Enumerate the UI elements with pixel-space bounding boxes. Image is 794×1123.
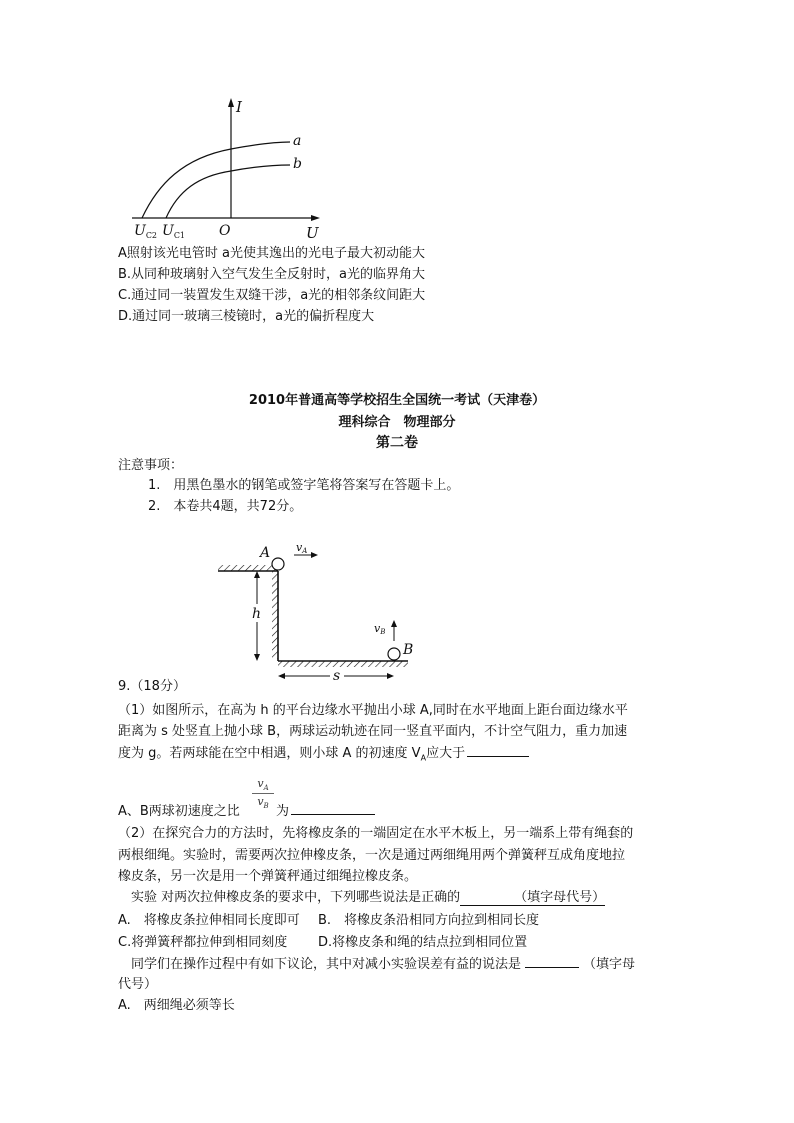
curve-label-a: a [293,133,302,149]
q9-p1-line3: 度为 g。若两球能在空中相遇，则小球 A 的初速度 $V_A$应大于 [118,742,529,769]
h-arrow-bottom [254,654,260,661]
q9-p2-line1: （2）在探究合力的方法时，先将橡皮条的一端固定在水平木板上，另一端系上带有绳套的 [118,826,634,841]
h-arrow-top [254,571,260,578]
q9-p2-line2: 两根细绳。实验时，需要两次拉伸橡皮条，一次是通过两细绳用两个弹簧秤互成角度地拉 [118,848,626,863]
exam-subtitle: 理科综合 物理部分 [338,415,456,430]
answer-blank-va[interactable] [467,742,529,757]
answer-blank-discussion[interactable] [525,953,579,968]
va-arrowhead [311,552,318,558]
discussion-line1: 同学们在操作过程中有如下议论，其中对减小实验误差有益的说法是 （填字母 [118,953,635,975]
exp-option-b: B. 将橡皮条沿相同方向拉到相同长度 [318,913,540,928]
wall-hatch [272,571,278,659]
ratio-fraction [250,777,276,810]
axis-label-u: U [306,224,319,242]
ratio-numerator: $v_A$ [257,777,269,793]
label-b: B [403,642,414,658]
option-c: C.通过同一装置发生双缝干涉，a光的相邻条纹间距大 [118,288,426,303]
q9-p2-line3: 橡皮条，另一次是用一个弹簧秤通过细绳拉橡皮条。 [118,869,418,884]
exam-title: 2010年普通高等学校招生全国统一考试（天津卷） [248,393,546,408]
exp-question: 实验 对两次拉伸橡皮条的要求中，下列哪些说法是正确的 （填字母代号） [118,887,605,908]
q9-p1-line2: 距离为 s 处竖直上抛小球 B，两球运动轨迹在同一竖直平面内，不计空气阻力，重力加速 [118,724,628,739]
vb-arrowhead [391,620,397,627]
notes-heading: 注意事项： [118,458,184,473]
option-d: D.通过同一玻璃三棱镜时，a光的偏折程度大 [118,309,375,324]
axis-label-i: I [236,98,242,116]
s-arrow-left [278,673,285,679]
platform-hatch [218,565,276,571]
exp-option-a: A. 将橡皮条拉伸相同长度即可 [118,913,300,928]
graph-x-arrow [311,215,320,221]
graph-y-arrow [228,98,234,107]
notes-item-1: 1. 用黑色墨水的钢笔或签字笔将答案写在答题卡上。 [148,478,460,493]
label-h: h [252,606,262,622]
curve-b [166,165,290,218]
ball-a [272,558,284,570]
label-s: s [333,668,341,684]
notes-item-2: 2. 本卷共4题，共72分。 [148,499,303,514]
ratio-denominator: $v_B$ [257,795,269,811]
exp-option-c: C.将弹簧秤都拉伸到相同刻度 [118,935,288,950]
ball-b [388,648,400,660]
curve-label-b: b [293,156,302,172]
label-va: vA [296,541,308,555]
ratio-prefix: A、B两球初速度之比 [118,804,240,819]
ratio-suffix-row: 为 [276,800,375,819]
q9-number: 9.（18分） [118,679,186,694]
s-arrow-right [387,673,394,679]
label-a: A [260,545,271,561]
projectile-diagram [212,540,418,684]
tick-label-uc1: $U_{C1}$ [162,223,186,240]
exp-option-d: D.将橡皮条和绳的结点拉到相同位置 [318,935,528,950]
option-a: A照射该光电管时 a光使其逸出的光电子最大初动能大 [118,246,425,261]
answer-blank-exp[interactable] [460,887,514,901]
option-b: B.从同种玻璃射入空气发生全反射时，a光的临界角大 [118,267,426,282]
ratio-bar [252,793,274,794]
photoelectric-iu-graph [128,96,328,242]
discussion-option-a: A. 两细绳必须等长 [118,998,235,1013]
q9-p1-line1: （1）如图所示，在高为 h 的平台边缘水平抛出小球 A,同时在水平地面上距台面边缘水平 [118,703,628,718]
discussion-line2: 代号） [118,977,158,992]
tick-label-uc2: $U_{C2}$ [134,223,158,240]
origin-label: O [219,223,231,239]
label-vb: vB [374,622,386,636]
curve-a [142,142,290,218]
ground-hatch [278,661,408,667]
volume-title: 第二卷 [376,435,418,451]
answer-blank-ratio[interactable] [291,800,375,815]
